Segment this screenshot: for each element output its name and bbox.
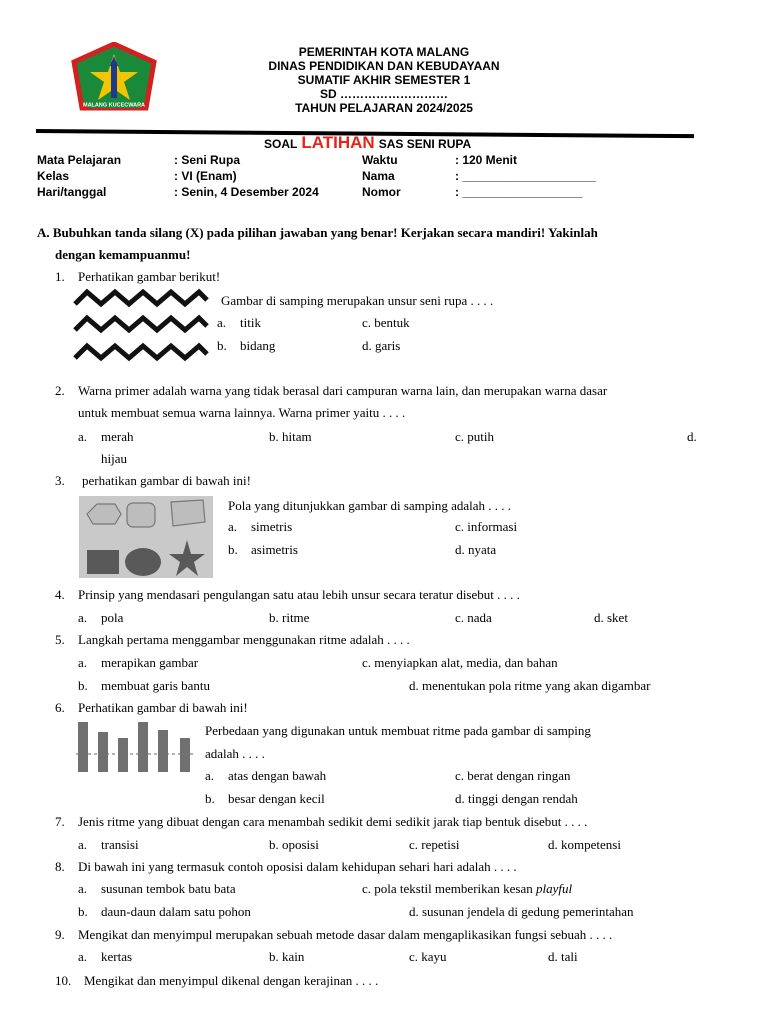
section-a-instruction-2: dengan kemampuanmu! — [55, 247, 191, 262]
q6-number: 6. — [55, 700, 65, 715]
q7-text: Jenis ritme yang dibuat dengan cara menambah sedikit demi sedikit jarak tiap bentuk disebut . . . . — [78, 814, 588, 829]
q9-text: Mengikat dan menyimpul merupakan sebuah metode dasar dalam mengaplikasikan fungsi sebuah . . . . — [78, 927, 613, 942]
q9-number: 9. — [55, 927, 65, 942]
page-title: SOAL LATIHAN SAS SENI RUPA — [264, 133, 472, 152]
q10-number: 10. — [55, 973, 72, 988]
q6-option-d[interactable]: d. tinggi dengan rendah — [455, 791, 578, 806]
q2-option-a[interactable]: merah — [101, 429, 134, 444]
q2-text-2: untuk membuat semua warna lainnya. Warna primer yaitu . . . . — [78, 405, 406, 420]
q7-number: 7. — [55, 814, 65, 829]
q8-option-a[interactable]: susunan tembok batu bata — [101, 881, 236, 896]
q3-option-b-letter: b. — [228, 542, 238, 557]
q5-option-a-letter: a. — [78, 655, 88, 670]
nama-field[interactable]: : ____________________ — [455, 169, 596, 183]
q6-option-b-letter: b. — [205, 791, 215, 806]
q4-option-a-letter: a. — [78, 610, 88, 625]
q2-option-a-letter: a. — [78, 429, 88, 444]
q6-option-a[interactable]: atas dengan bawah — [228, 768, 327, 783]
q3-option-b[interactable]: asimetris — [251, 542, 298, 557]
q8-text: Di bawah ini yang termasuk contoh oposisi dalam kehidupan sehari hari adalah . . . . — [78, 859, 517, 874]
hari-value: : Senin, 4 Desember 2024 — [174, 185, 319, 199]
header-line-4: SD ……………………… — [319, 87, 448, 101]
mapel-label: Mata Pelajaran — [37, 153, 122, 167]
header-line-5: TAHUN PELAJARAN 2024/2025 — [295, 101, 473, 115]
q1-option-a-letter: a. — [217, 315, 227, 330]
q5-option-b-letter: b. — [78, 678, 88, 693]
q1-number: 1. — [55, 269, 65, 284]
q9-option-c[interactable]: c. kayu — [409, 949, 447, 964]
q3-option-d[interactable]: d. nyata — [455, 542, 497, 557]
shapes-pattern-image — [79, 496, 213, 578]
kelas-label: Kelas — [37, 169, 70, 183]
q7-option-a[interactable]: transisi — [101, 837, 139, 852]
q8-option-a-letter: a. — [78, 881, 88, 896]
q2-option-c[interactable]: c. putih — [455, 429, 494, 444]
mapel-value: : Seni Rupa — [174, 153, 241, 167]
nomor-label: Nomor — [362, 185, 401, 199]
q1-option-c[interactable]: c. bentuk — [362, 315, 410, 330]
q2-number: 2. — [55, 383, 65, 398]
waktu-label: Waktu — [362, 153, 398, 167]
q3-option-a-letter: a. — [228, 519, 238, 534]
logo-text: MALANG KUCECWARA — [82, 102, 146, 109]
q3-text: perhatikan gambar di bawah ini! — [82, 473, 251, 488]
q2-text: Warna primer adalah warna yang tidak berasal dari campuran warna lain, dan merupakan warna dasar — [78, 383, 608, 398]
q9-option-a[interactable]: kertas — [101, 949, 133, 964]
title-highlight: LATIHAN — [301, 133, 375, 152]
q1-text: Perhatikan gambar berikut! — [78, 269, 221, 284]
q1-option-d[interactable]: d. garis — [362, 338, 401, 353]
header-line-1: PEMERINTAH KOTA MALANG — [298, 45, 470, 59]
header-line-3: SUMATIF AKHIR SEMESTER 1 — [297, 73, 471, 87]
kelas-value: : VI (Enam) — [174, 169, 237, 183]
nomor-field[interactable]: : __________________ — [455, 185, 583, 199]
section-a-instruction: A. Bubuhkan tanda silang (X) pada pilihan jawaban yang benar! Kerjakan secara mandiri! Yakinlah — [37, 225, 598, 240]
q2-option-b[interactable]: b. hitam — [269, 429, 312, 444]
q5-option-d[interactable]: d. menentukan pola ritme yang akan digambar — [409, 678, 651, 693]
q8-number: 8. — [55, 859, 65, 874]
q4-number: 4. — [55, 587, 65, 602]
q8-option-b[interactable]: daun-daun dalam satu pohon — [101, 904, 251, 919]
q6-text: Perhatikan gambar di bawah ini! — [78, 700, 248, 715]
q7-option-d[interactable]: d. kompetensi — [548, 837, 621, 852]
q9-option-b[interactable]: b. kain — [269, 949, 305, 964]
q10-text: Mengikat dan menyimpul dikenal dengan kerajinan . . . . — [84, 973, 379, 988]
q2-option-d-letter: d. — [687, 429, 697, 444]
q1-prompt: Gambar di samping merupakan unsur seni rupa . . . . — [221, 293, 494, 308]
q7-option-c[interactable]: c. repetisi — [409, 837, 460, 852]
q4-option-d[interactable]: d. sket — [594, 610, 628, 625]
q3-prompt: Pola yang ditunjukkan gambar di samping adalah . . . . — [228, 498, 512, 513]
waktu-value: : 120 Menit — [455, 153, 518, 167]
hari-label: Hari/tanggal — [37, 185, 107, 199]
q5-option-a[interactable]: merapikan gambar — [101, 655, 199, 670]
q7-option-b[interactable]: b. oposisi — [269, 837, 319, 852]
q5-number: 5. — [55, 632, 65, 647]
q1-option-b-letter: b. — [217, 338, 227, 353]
q3-number: 3. — [55, 473, 65, 488]
q1-option-b[interactable]: bidang — [240, 338, 276, 353]
q7-option-a-letter: a. — [78, 837, 88, 852]
q5-option-b[interactable]: membuat garis bantu — [101, 678, 211, 693]
q3-option-c[interactable]: c. informasi — [455, 519, 518, 534]
q6-option-c[interactable]: c. berat dengan ringan — [455, 768, 571, 783]
q2-option-d[interactable]: hijau — [101, 451, 127, 466]
q5-option-c[interactable]: c. menyiapkan alat, media, dan bahan — [362, 655, 558, 670]
q8-option-d[interactable]: d. susunan jendela di gedung pemerintahan — [409, 904, 634, 919]
nama-label: Nama — [362, 169, 395, 183]
q4-option-c[interactable]: c. nada — [455, 610, 492, 625]
q6-option-b[interactable]: besar dengan kecil — [228, 791, 325, 806]
q1-option-a[interactable]: titik — [240, 315, 261, 330]
zigzag-lines-image — [73, 286, 209, 374]
bars-rhythm-image — [76, 718, 196, 774]
q9-option-d[interactable]: d. tali — [548, 949, 578, 964]
q6-option-a-letter: a. — [205, 768, 215, 783]
q3-option-a[interactable]: simetris — [251, 519, 293, 534]
q9-option-a-letter: a. — [78, 949, 88, 964]
q4-option-b[interactable]: b. ritme — [269, 610, 310, 625]
q4-option-a[interactable]: pola — [101, 610, 124, 625]
q5-text: Langkah pertama menggambar menggunakan ritme adalah . . . . — [78, 632, 410, 647]
q8-option-b-letter: b. — [78, 904, 88, 919]
header-line-2: DINAS PENDIDIKAN DAN KEBUDAYAAN — [268, 59, 500, 73]
q6-prompt: Perbedaan yang digunakan untuk membuat ritme pada gambar di samping — [205, 723, 591, 738]
q6-prompt-2: adalah . . . . — [205, 746, 265, 761]
q4-text: Prinsip yang mendasari pengulangan satu atau lebih unsur secara teratur disebut . . . . — [78, 587, 520, 602]
q8-option-c[interactable]: c. pola tekstil memberikan kesan playful — [362, 881, 573, 896]
